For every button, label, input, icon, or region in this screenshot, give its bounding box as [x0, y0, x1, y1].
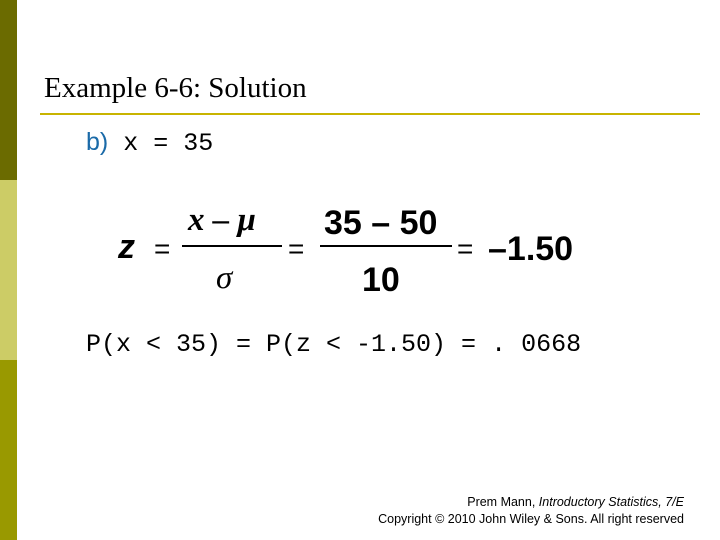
formula-denominator-1: σ [216, 260, 233, 296]
part-label: b) [86, 128, 109, 156]
formula-result-value: –1.50 [488, 230, 574, 268]
part-b-line [86, 128, 213, 158]
z-score-formula [112, 198, 612, 303]
side-accent-bar-middle [0, 180, 17, 360]
slide-title: Example 6-6: Solution [44, 72, 307, 104]
probability-result: P(x < 35) = P(z < -1.50) = . 0668 [86, 330, 582, 359]
footer-book-title: Introductory Statistics, 7/E [538, 495, 684, 509]
footer-copyright: Copyright © 2010 John Wiley & Sons. All right reserved [378, 512, 684, 526]
formula-numerator-2: 35 – 50 [324, 204, 438, 242]
side-accent-bar-top [0, 0, 17, 180]
side-accent-bar-bottom [0, 360, 17, 540]
footer-author: Prem Mann, [467, 495, 539, 509]
formula-equals-2: = [288, 233, 305, 264]
formula-z: z [118, 228, 135, 266]
formula-equals-1: = [154, 233, 171, 264]
part-text: x = 35 [123, 129, 214, 158]
formula-equals-3: = [457, 233, 474, 264]
title-underline [40, 113, 700, 115]
footer-author-line [378, 494, 684, 511]
footer-citation [378, 494, 684, 528]
formula-denominator-2: 10 [362, 261, 400, 299]
formula-numerator-1: x – μ [188, 202, 256, 238]
